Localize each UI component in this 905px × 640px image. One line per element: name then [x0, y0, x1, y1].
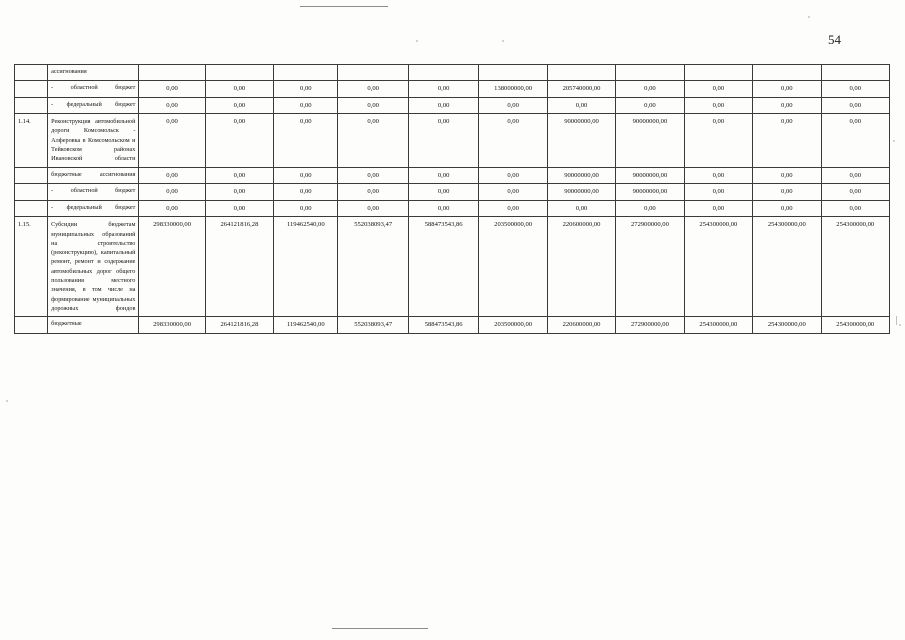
row-value: 205740000,00 — [547, 80, 615, 97]
row-value: 0,00 — [616, 200, 684, 217]
row-value: 220600000,00 — [547, 217, 615, 317]
row-value: 0,00 — [684, 200, 752, 217]
row-value — [139, 65, 205, 81]
row-name: Реконструкция автомобильной дороги Комсомольск - Алферовка в Комсомольском и Тейковском районах Ивановской области — [48, 114, 139, 167]
row-value: 0,00 — [753, 97, 821, 114]
row-value: 0,00 — [139, 167, 205, 184]
row-value: 264121816,28 — [205, 317, 273, 334]
row-value: 0,00 — [408, 184, 478, 201]
row-value: 254300000,00 — [753, 317, 821, 334]
row-value: 588473543,86 — [408, 317, 478, 334]
row-name: ассигнования — [48, 65, 139, 81]
scan-speck — [899, 324, 901, 326]
table-row — [15, 80, 890, 97]
row-value: 254300000,00 — [753, 217, 821, 317]
row-index — [15, 167, 48, 184]
row-value: 119462540,00 — [274, 217, 338, 317]
row-value: 220600000,00 — [547, 317, 615, 334]
row-value: 0,00 — [205, 80, 273, 97]
row-value: 0,00 — [274, 167, 338, 184]
table-row — [15, 317, 890, 334]
row-value: 254300000,00 — [821, 217, 890, 317]
row-value: 0,00 — [205, 97, 273, 114]
row-value: 90000000,00 — [547, 114, 615, 167]
row-value — [274, 65, 338, 81]
row-value — [753, 65, 821, 81]
scan-edge-tick — [896, 316, 897, 325]
row-value: 0,00 — [338, 200, 408, 217]
row-value: 0,00 — [408, 114, 478, 167]
row-value: 552038093,47 — [338, 317, 408, 334]
row-value: 0,00 — [338, 97, 408, 114]
row-index — [15, 80, 48, 97]
row-value: 119462540,00 — [274, 317, 338, 334]
row-index — [15, 65, 48, 81]
row-index — [15, 97, 48, 114]
scan-speck — [893, 140, 895, 142]
row-value: 0,00 — [205, 114, 273, 167]
row-value: 0,00 — [753, 184, 821, 201]
row-value: 272900000,00 — [616, 217, 684, 317]
row-value: 0,00 — [139, 200, 205, 217]
row-value: 0,00 — [821, 114, 890, 167]
row-value: 0,00 — [274, 97, 338, 114]
row-value: 0,00 — [274, 200, 338, 217]
row-value — [821, 65, 890, 81]
row-value: 0,00 — [338, 80, 408, 97]
row-value: 0,00 — [821, 200, 890, 217]
row-value: 0,00 — [821, 97, 890, 114]
row-index: 1.15. — [15, 217, 48, 317]
row-value — [338, 65, 408, 81]
row-value: 0,00 — [274, 184, 338, 201]
row-value: 0,00 — [684, 184, 752, 201]
row-name: бюджетные — [48, 317, 139, 334]
row-value: 0,00 — [139, 97, 205, 114]
row-value: 0,00 — [205, 167, 273, 184]
table-row — [15, 167, 890, 184]
row-index — [15, 317, 48, 334]
table-row — [15, 97, 890, 114]
row-value: 0,00 — [205, 184, 273, 201]
row-index: 1.14. — [15, 114, 48, 167]
row-name: Субсидии бюджетам муниципальных образований на строительство (реконструкцию), капитальный ремонт, ремонт и содержание автомобильных дорог общего пользования местного значения, в том числе на формирование муниципальных дорожных фондов — [48, 217, 139, 317]
row-value — [684, 65, 752, 81]
row-value: 0,00 — [616, 80, 684, 97]
row-name: - федеральный бюджет — [48, 200, 139, 217]
row-value: 0,00 — [753, 167, 821, 184]
row-value: 0,00 — [139, 80, 205, 97]
row-value: 90000000,00 — [616, 184, 684, 201]
top-scan-rule — [300, 6, 388, 7]
row-value: 0,00 — [274, 114, 338, 167]
row-value: 0,00 — [338, 184, 408, 201]
row-value: 90000000,00 — [616, 167, 684, 184]
scan-speck — [808, 16, 810, 18]
row-value — [616, 65, 684, 81]
row-value: 0,00 — [408, 200, 478, 217]
row-value: 0,00 — [139, 184, 205, 201]
scan-speck — [6, 400, 8, 402]
row-value: 0,00 — [547, 200, 615, 217]
row-value: 0,00 — [684, 114, 752, 167]
page-number: 54 — [828, 32, 841, 47]
row-value: 0,00 — [479, 200, 547, 217]
row-value — [547, 65, 615, 81]
row-value: 203500000,00 — [479, 217, 547, 317]
row-value: 0,00 — [684, 97, 752, 114]
row-value: 90000000,00 — [547, 184, 615, 201]
row-value: 0,00 — [547, 97, 615, 114]
row-value: 0,00 — [753, 200, 821, 217]
bottom-scan-rule — [332, 628, 428, 629]
scan-speck — [416, 40, 418, 42]
row-value — [205, 65, 273, 81]
row-value: 0,00 — [821, 167, 890, 184]
row-value: 264121816,28 — [205, 217, 273, 317]
row-value: 298330000,00 — [139, 217, 205, 317]
row-value: 90000000,00 — [616, 114, 684, 167]
scan-speck — [502, 40, 504, 42]
row-value: 552038093,47 — [338, 217, 408, 317]
row-value — [479, 65, 547, 81]
row-value: 0,00 — [684, 167, 752, 184]
row-value: 0,00 — [139, 114, 205, 167]
row-index — [15, 200, 48, 217]
row-value: 0,00 — [821, 184, 890, 201]
row-value: 138000000,00 — [479, 80, 547, 97]
row-name: - областной бюджет — [48, 80, 139, 97]
row-value: 0,00 — [479, 114, 547, 167]
row-value: 0,00 — [684, 80, 752, 97]
table-row — [15, 200, 890, 217]
row-name: бюджетные ассигнования — [48, 167, 139, 184]
row-index — [15, 184, 48, 201]
row-value: 0,00 — [408, 80, 478, 97]
table-row — [15, 114, 890, 167]
table-row — [15, 65, 890, 81]
row-value — [408, 65, 478, 81]
row-value: 0,00 — [408, 167, 478, 184]
row-name: - федеральный бюджет — [48, 97, 139, 114]
row-value: 0,00 — [274, 80, 338, 97]
row-value: 0,00 — [753, 80, 821, 97]
row-value: 90000000,00 — [547, 167, 615, 184]
row-value: 0,00 — [821, 80, 890, 97]
table-row — [15, 184, 890, 201]
row-value: 203500000,00 — [479, 317, 547, 334]
row-value: 0,00 — [753, 114, 821, 167]
row-value: 588473543,86 — [408, 217, 478, 317]
row-value: 0,00 — [205, 200, 273, 217]
row-value: 272900000,00 — [616, 317, 684, 334]
row-value: 0,00 — [479, 167, 547, 184]
row-value: 0,00 — [479, 184, 547, 201]
row-value: 0,00 — [338, 167, 408, 184]
row-value: 0,00 — [338, 114, 408, 167]
row-value: 0,00 — [616, 97, 684, 114]
row-value: 0,00 — [408, 97, 478, 114]
row-value: 298330000,00 — [139, 317, 205, 334]
row-value: 254300000,00 — [821, 317, 890, 334]
row-value: 254300000,00 — [684, 217, 752, 317]
row-value: 0,00 — [479, 97, 547, 114]
table-row — [15, 217, 890, 317]
row-name: - областной бюджет — [48, 184, 139, 201]
budget-table — [14, 64, 890, 334]
row-value: 254300000,00 — [684, 317, 752, 334]
